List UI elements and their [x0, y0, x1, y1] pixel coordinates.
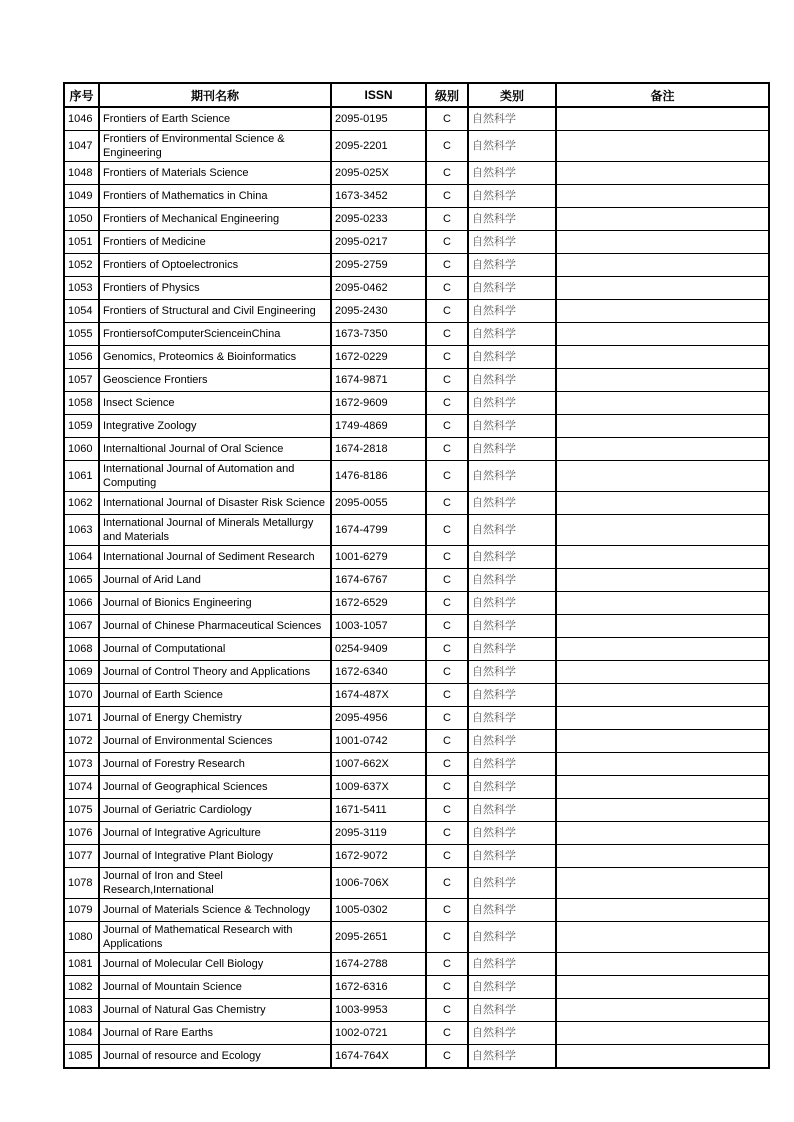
cell-issn: 2095-0462 [331, 277, 426, 300]
cell-level: C [426, 868, 468, 899]
cell-journal-name: International Journal of Sediment Research [99, 546, 331, 569]
cell-journal-name: Journal of Energy Chemistry [99, 707, 331, 730]
cell-level: C [426, 661, 468, 684]
cell-serial-number: 1067 [64, 615, 99, 638]
table-row [64, 592, 769, 615]
table-row [64, 461, 769, 492]
cell-issn: 2095-0217 [331, 231, 426, 254]
cell-issn: 1003-9953 [331, 999, 426, 1022]
cell-category: 自然科学 [468, 615, 556, 638]
cell-level: C [426, 438, 468, 461]
cell-remark [556, 868, 769, 899]
cell-serial-number: 1060 [64, 438, 99, 461]
cell-category: 自然科学 [468, 492, 556, 515]
cell-category: 自然科学 [468, 569, 556, 592]
cell-issn: 1674-9871 [331, 369, 426, 392]
table-row [64, 415, 769, 438]
cell-serial-number: 1079 [64, 899, 99, 922]
cell-issn: 2095-0233 [331, 208, 426, 231]
cell-category: 自然科学 [468, 185, 556, 208]
table-header-row [64, 83, 769, 107]
cell-journal-name: FrontiersofComputerScienceinChina [99, 323, 331, 346]
table-row [64, 730, 769, 753]
cell-journal-name: Frontiers of Structural and Civil Engineering [99, 300, 331, 323]
cell-level: C [426, 461, 468, 492]
cell-category: 自然科学 [468, 592, 556, 615]
cell-issn: 1001-0742 [331, 730, 426, 753]
cell-remark [556, 922, 769, 953]
cell-category: 自然科学 [468, 730, 556, 753]
cell-serial-number: 1064 [64, 546, 99, 569]
cell-level: C [426, 899, 468, 922]
cell-remark [556, 953, 769, 976]
cell-serial-number: 1069 [64, 661, 99, 684]
cell-journal-name: Journal of Forestry Research [99, 753, 331, 776]
cell-level: C [426, 346, 468, 369]
cell-issn: 0254-9409 [331, 638, 426, 661]
cell-category: 自然科学 [468, 999, 556, 1022]
table-row [64, 1045, 769, 1069]
cell-remark [556, 684, 769, 707]
cell-category: 自然科学 [468, 899, 556, 922]
cell-serial-number: 1053 [64, 277, 99, 300]
cell-journal-name: Journal of Mountain Science [99, 976, 331, 999]
cell-serial-number: 1084 [64, 1022, 99, 1045]
cell-issn: 1002-0721 [331, 1022, 426, 1045]
cell-category: 自然科学 [468, 546, 556, 569]
cell-serial-number: 1075 [64, 799, 99, 822]
cell-category: 自然科学 [468, 822, 556, 845]
cell-journal-name: Journal of Geriatric Cardiology [99, 799, 331, 822]
cell-issn: 2095-025X [331, 162, 426, 185]
cell-category: 自然科学 [468, 638, 556, 661]
cell-remark [556, 615, 769, 638]
cell-category: 自然科学 [468, 415, 556, 438]
cell-category: 自然科学 [468, 976, 556, 999]
cell-level: C [426, 730, 468, 753]
cell-journal-name: Journal of Geographical Sciences [99, 776, 331, 799]
cell-level: C [426, 415, 468, 438]
cell-category: 自然科学 [468, 799, 556, 822]
cell-remark [556, 753, 769, 776]
table-header [64, 83, 769, 107]
cell-journal-name: Journal of Mathematical Research with Applications [99, 922, 331, 953]
cell-serial-number: 1051 [64, 231, 99, 254]
cell-journal-name: Geoscience Frontiers [99, 369, 331, 392]
cell-remark [556, 1022, 769, 1045]
cell-journal-name: Journal of Control Theory and Applications [99, 661, 331, 684]
cell-serial-number: 1070 [64, 684, 99, 707]
table-row [64, 131, 769, 162]
cell-remark [556, 231, 769, 254]
cell-category: 自然科学 [468, 1022, 556, 1045]
cell-serial-number: 1057 [64, 369, 99, 392]
cell-remark [556, 592, 769, 615]
cell-level: C [426, 131, 468, 162]
cell-remark [556, 461, 769, 492]
cell-issn: 2095-0055 [331, 492, 426, 515]
cell-category: 自然科学 [468, 684, 556, 707]
cell-level: C [426, 185, 468, 208]
cell-journal-name: Journal of Rare Earths [99, 1022, 331, 1045]
cell-issn: 1672-9609 [331, 392, 426, 415]
cell-category: 自然科学 [468, 369, 556, 392]
cell-remark [556, 569, 769, 592]
cell-journal-name: Genomics, Proteomics & Bioinformatics [99, 346, 331, 369]
cell-category: 自然科学 [468, 515, 556, 546]
cell-level: C [426, 684, 468, 707]
cell-remark [556, 822, 769, 845]
cell-serial-number: 1068 [64, 638, 99, 661]
table-row [64, 753, 769, 776]
cell-level: C [426, 638, 468, 661]
cell-category: 自然科学 [468, 208, 556, 231]
cell-category: 自然科学 [468, 661, 556, 684]
table-row [64, 615, 769, 638]
header-remark: 备注 [556, 83, 769, 107]
cell-remark [556, 638, 769, 661]
cell-serial-number: 1066 [64, 592, 99, 615]
cell-journal-name: Integrative Zoology [99, 415, 331, 438]
cell-serial-number: 1082 [64, 976, 99, 999]
cell-category: 自然科学 [468, 131, 556, 162]
cell-issn: 1671-5411 [331, 799, 426, 822]
cell-serial-number: 1078 [64, 868, 99, 899]
cell-level: C [426, 707, 468, 730]
cell-journal-name: Journal of Materials Science & Technology [99, 899, 331, 922]
cell-serial-number: 1047 [64, 131, 99, 162]
cell-issn: 2095-4956 [331, 707, 426, 730]
cell-serial-number: 1065 [64, 569, 99, 592]
journal-list-table [63, 82, 770, 1069]
cell-remark [556, 277, 769, 300]
cell-journal-name: Frontiers of Mechanical Engineering [99, 208, 331, 231]
cell-level: C [426, 1022, 468, 1045]
cell-remark [556, 899, 769, 922]
cell-category: 自然科学 [468, 953, 556, 976]
cell-level: C [426, 254, 468, 277]
cell-issn: 1003-1057 [331, 615, 426, 638]
table-row [64, 323, 769, 346]
cell-issn: 1672-6529 [331, 592, 426, 615]
cell-remark [556, 546, 769, 569]
cell-journal-name: International Journal of Disaster Risk Science [99, 492, 331, 515]
cell-category: 自然科学 [468, 707, 556, 730]
cell-category: 自然科学 [468, 277, 556, 300]
cell-serial-number: 1083 [64, 999, 99, 1022]
cell-remark [556, 976, 769, 999]
cell-issn: 1672-9072 [331, 845, 426, 868]
cell-journal-name: Journal of Environmental Sciences [99, 730, 331, 753]
cell-journal-name: Frontiers of Materials Science [99, 162, 331, 185]
cell-category: 自然科学 [468, 753, 556, 776]
table-row [64, 277, 769, 300]
cell-remark [556, 300, 769, 323]
cell-level: C [426, 323, 468, 346]
table-row [64, 392, 769, 415]
cell-serial-number: 1052 [64, 254, 99, 277]
cell-journal-name: Frontiers of Physics [99, 277, 331, 300]
table-row [64, 1022, 769, 1045]
cell-category: 自然科学 [468, 461, 556, 492]
cell-issn: 2095-2759 [331, 254, 426, 277]
cell-issn: 1674-487X [331, 684, 426, 707]
cell-level: C [426, 492, 468, 515]
cell-remark [556, 131, 769, 162]
cell-serial-number: 1048 [64, 162, 99, 185]
cell-journal-name: Journal of Natural Gas Chemistry [99, 999, 331, 1022]
cell-remark [556, 999, 769, 1022]
cell-remark [556, 323, 769, 346]
cell-issn: 1009-637X [331, 776, 426, 799]
cell-category: 自然科学 [468, 323, 556, 346]
cell-issn: 1674-2788 [331, 953, 426, 976]
cell-journal-name: Frontiers of Mathematics in China [99, 185, 331, 208]
cell-journal-name: Journal of Iron and Steel Research,International [99, 868, 331, 899]
table-row [64, 638, 769, 661]
table-row [64, 162, 769, 185]
cell-serial-number: 1054 [64, 300, 99, 323]
cell-journal-name: Frontiers of Environmental Science & Engineering [99, 131, 331, 162]
table-row [64, 999, 769, 1022]
table-row [64, 899, 769, 922]
cell-remark [556, 799, 769, 822]
cell-issn: 2095-3119 [331, 822, 426, 845]
cell-category: 自然科学 [468, 438, 556, 461]
table-row [64, 438, 769, 461]
cell-category: 自然科学 [468, 254, 556, 277]
cell-issn: 2095-0195 [331, 107, 426, 131]
cell-level: C [426, 392, 468, 415]
cell-issn: 1001-6279 [331, 546, 426, 569]
cell-issn: 1006-706X [331, 868, 426, 899]
cell-category: 自然科学 [468, 868, 556, 899]
table-row [64, 922, 769, 953]
cell-journal-name: Journal of Integrative Plant Biology [99, 845, 331, 868]
cell-level: C [426, 922, 468, 953]
table-row [64, 185, 769, 208]
table-row [64, 684, 769, 707]
cell-journal-name: Insect Science [99, 392, 331, 415]
cell-issn: 1674-4799 [331, 515, 426, 546]
cell-remark [556, 107, 769, 131]
table-row [64, 707, 769, 730]
header-issn: ISSN [331, 83, 426, 107]
cell-remark [556, 707, 769, 730]
table-row [64, 953, 769, 976]
cell-remark [556, 392, 769, 415]
cell-level: C [426, 369, 468, 392]
cell-issn: 1672-6340 [331, 661, 426, 684]
cell-journal-name: Journal of Arid Land [99, 569, 331, 592]
table-row [64, 976, 769, 999]
table-row [64, 107, 769, 131]
cell-serial-number: 1081 [64, 953, 99, 976]
cell-serial-number: 1058 [64, 392, 99, 415]
cell-issn: 1672-0229 [331, 346, 426, 369]
table-row [64, 776, 769, 799]
cell-issn: 1749-4869 [331, 415, 426, 438]
cell-serial-number: 1050 [64, 208, 99, 231]
cell-issn: 1674-2818 [331, 438, 426, 461]
cell-level: C [426, 277, 468, 300]
table-row [64, 492, 769, 515]
cell-journal-name: Frontiers of Earth Science [99, 107, 331, 131]
cell-level: C [426, 208, 468, 231]
cell-journal-name: International Journal of Minerals Metallurgy and Materials [99, 515, 331, 546]
cell-serial-number: 1063 [64, 515, 99, 546]
cell-remark [556, 346, 769, 369]
cell-journal-name: Journal of Bionics Engineering [99, 592, 331, 615]
cell-remark [556, 185, 769, 208]
table-row [64, 300, 769, 323]
cell-level: C [426, 822, 468, 845]
cell-serial-number: 1085 [64, 1045, 99, 1069]
cell-remark [556, 254, 769, 277]
cell-serial-number: 1080 [64, 922, 99, 953]
cell-serial-number: 1055 [64, 323, 99, 346]
cell-level: C [426, 162, 468, 185]
cell-serial-number: 1072 [64, 730, 99, 753]
cell-category: 自然科学 [468, 300, 556, 323]
cell-serial-number: 1061 [64, 461, 99, 492]
cell-remark [556, 776, 769, 799]
cell-remark [556, 845, 769, 868]
table-row [64, 546, 769, 569]
cell-serial-number: 1076 [64, 822, 99, 845]
cell-issn: 1674-764X [331, 1045, 426, 1069]
cell-remark [556, 515, 769, 546]
cell-level: C [426, 1045, 468, 1069]
cell-serial-number: 1049 [64, 185, 99, 208]
cell-serial-number: 1062 [64, 492, 99, 515]
cell-category: 自然科学 [468, 162, 556, 185]
table-row [64, 868, 769, 899]
cell-level: C [426, 515, 468, 546]
table-row [64, 661, 769, 684]
header-level: 级别 [426, 83, 468, 107]
cell-level: C [426, 592, 468, 615]
cell-issn: 1673-7350 [331, 323, 426, 346]
cell-issn: 1005-0302 [331, 899, 426, 922]
cell-remark [556, 661, 769, 684]
cell-serial-number: 1059 [64, 415, 99, 438]
cell-journal-name: Journal of Earth Science [99, 684, 331, 707]
table-row [64, 822, 769, 845]
cell-remark [556, 162, 769, 185]
cell-issn: 1673-3452 [331, 185, 426, 208]
cell-serial-number: 1074 [64, 776, 99, 799]
cell-serial-number: 1046 [64, 107, 99, 131]
cell-remark [556, 1045, 769, 1069]
cell-journal-name: Journal of Computational [99, 638, 331, 661]
cell-category: 自然科学 [468, 776, 556, 799]
cell-level: C [426, 976, 468, 999]
cell-level: C [426, 231, 468, 254]
cell-level: C [426, 953, 468, 976]
cell-remark [556, 438, 769, 461]
table-row [64, 369, 769, 392]
table-row [64, 254, 769, 277]
cell-journal-name: Frontiers of Optoelectronics [99, 254, 331, 277]
table-body [64, 107, 769, 1068]
cell-serial-number: 1071 [64, 707, 99, 730]
table-row [64, 799, 769, 822]
cell-serial-number: 1077 [64, 845, 99, 868]
cell-category: 自然科学 [468, 392, 556, 415]
cell-serial-number: 1073 [64, 753, 99, 776]
cell-level: C [426, 107, 468, 131]
table-row [64, 208, 769, 231]
cell-journal-name: International Journal of Automation and Computing [99, 461, 331, 492]
cell-level: C [426, 799, 468, 822]
cell-journal-name: Journal of Integrative Agriculture [99, 822, 331, 845]
cell-category: 自然科学 [468, 107, 556, 131]
cell-journal-name: Internaltional Journal of Oral Science [99, 438, 331, 461]
cell-level: C [426, 776, 468, 799]
cell-issn: 1674-6767 [331, 569, 426, 592]
table-row [64, 845, 769, 868]
cell-category: 自然科学 [468, 346, 556, 369]
cell-issn: 2095-2651 [331, 922, 426, 953]
header-category: 类别 [468, 83, 556, 107]
cell-remark [556, 369, 769, 392]
table-row [64, 515, 769, 546]
cell-category: 自然科学 [468, 845, 556, 868]
header-serial-number: 序号 [64, 83, 99, 107]
cell-category: 自然科学 [468, 231, 556, 254]
cell-level: C [426, 300, 468, 323]
cell-remark [556, 415, 769, 438]
cell-serial-number: 1056 [64, 346, 99, 369]
table-row [64, 569, 769, 592]
cell-level: C [426, 999, 468, 1022]
table-row [64, 346, 769, 369]
cell-remark [556, 730, 769, 753]
cell-level: C [426, 615, 468, 638]
cell-category: 自然科学 [468, 922, 556, 953]
cell-level: C [426, 845, 468, 868]
cell-issn: 1672-6316 [331, 976, 426, 999]
cell-journal-name: Journal of Chinese Pharmaceutical Sciences [99, 615, 331, 638]
cell-remark [556, 208, 769, 231]
cell-level: C [426, 569, 468, 592]
cell-category: 自然科学 [468, 1045, 556, 1069]
header-journal-name: 期刊名称 [99, 83, 331, 107]
cell-issn: 2095-2430 [331, 300, 426, 323]
cell-issn: 2095-2201 [331, 131, 426, 162]
cell-journal-name: Journal of Molecular Cell Biology [99, 953, 331, 976]
cell-level: C [426, 546, 468, 569]
cell-journal-name: Frontiers of Medicine [99, 231, 331, 254]
cell-journal-name: Journal of resource and Ecology [99, 1045, 331, 1069]
table-row [64, 231, 769, 254]
cell-level: C [426, 753, 468, 776]
cell-issn: 1007-662X [331, 753, 426, 776]
cell-remark [556, 492, 769, 515]
cell-issn: 1476-8186 [331, 461, 426, 492]
